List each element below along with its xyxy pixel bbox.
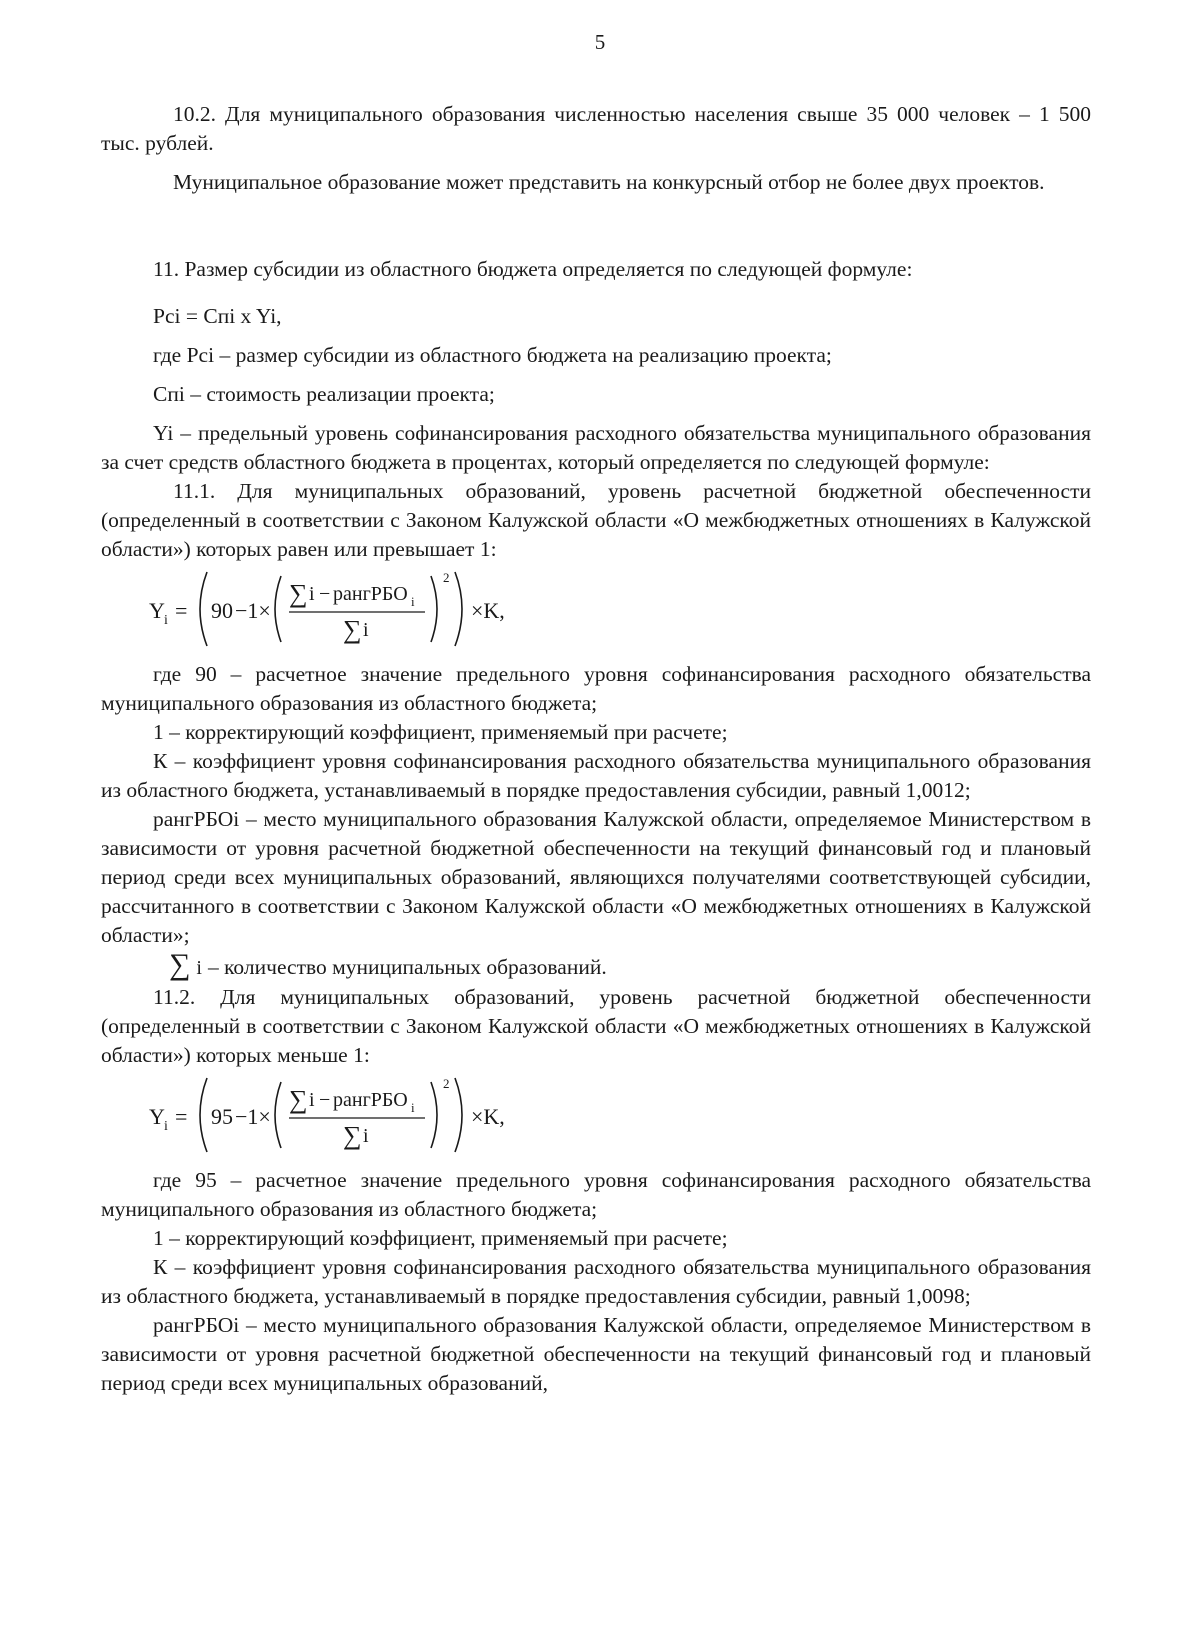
formula-base: 90 [211, 598, 233, 623]
sum-index: i [196, 957, 202, 979]
formula-base: 95 [211, 1104, 233, 1129]
formula-den-sigma: ∑ [343, 615, 362, 644]
page-number: 5 [594, 30, 606, 54]
left-outer-paren [200, 1078, 207, 1152]
definition-coef-1-b: 1 – корректирующий коэффициент, применяемый при расчете; [153, 1226, 728, 1250]
formula-tail: ×K, [471, 598, 505, 623]
definition-coef-1-a: 1 – корректирующий коэффициент, применяемый при расчете; [153, 720, 728, 744]
paragraph-11-2: 11.2. Для муниципальных образований, уровень расчетной бюджетной обеспеченности (определенный в соответствии с Законом Калужской области «О межбюджетных отношениях в Калужской области») которых меньше 1: [101, 985, 1091, 1067]
document-body [101, 100, 1091, 1398]
formula-lhs: Y [149, 598, 165, 623]
sum-definition [101, 950, 1091, 983]
formula-minus-one: −1× [235, 1104, 271, 1129]
left-inner-paren [275, 576, 281, 642]
definition-rci: где Рсi – размер субсидии из областного бюджета на реализацию проекта; [153, 343, 832, 367]
paragraph-project-limit: Муниципальное образование может представить на конкурсный отбор не более двух проектов. [173, 170, 1045, 194]
formula-minus-one: −1× [235, 598, 271, 623]
formula-num-sigma: ∑ [289, 579, 308, 608]
right-outer-paren [455, 572, 462, 646]
formula-num-i: i [309, 1089, 315, 1111]
definition-95: где 95 – расчетное значение предельного уровня софинансирования расходного обязательства муниципального образования из областного бюджета; [101, 1168, 1091, 1221]
formula-11-1 [101, 568, 1091, 650]
definition-k-a: К – коэффициент уровня софинансирования расходного обязательства муниципального образования из областного бюджета, устанавливаемый в порядке предоставления субсидии, равный 1,0012; [101, 749, 1091, 802]
formula-11-2-graphic [149, 1074, 669, 1156]
right-outer-paren [455, 1078, 462, 1152]
sum-definition-text: – количество муниципальных образований. [207, 955, 607, 979]
formula-power: 2 [443, 570, 450, 585]
right-inner-paren [431, 576, 437, 642]
formula-num-minus: − [319, 1089, 331, 1111]
formula-power: 2 [443, 1076, 450, 1091]
formula-lhs: Y [149, 1104, 165, 1129]
formula-rank-sub: i [411, 1100, 415, 1115]
formula-eq: = [175, 598, 188, 623]
formula-lhs-sub: i [164, 613, 168, 628]
sum-symbol: ∑ [169, 948, 191, 981]
paragraph-11: 11. Размер субсидии из областного бюджета определяется по следующей формуле: [153, 257, 913, 281]
formula-rank-sub: i [411, 594, 415, 609]
definition-rank-a: рангРБОi – место муниципального образования Калужской области, определяемое Министерством в зависимости от уровня расчетной бюджетной обеспеченности на текущий финансовый год и плановый период среди всех муниципальных образований, являющихся получателями соответствующей субсидии, рассчитанного в соответствии с Законом Калужской области «О межбюджетных отношениях в Калужской области»; [101, 807, 1091, 947]
formula-num-sigma: ∑ [289, 1085, 308, 1114]
formula-rank: рангРБО [333, 583, 408, 605]
formula-rank: рангРБО [333, 1089, 408, 1111]
formula-tail: ×K, [471, 1104, 505, 1129]
formula-11-2 [101, 1074, 1091, 1156]
definition-yi: Yi – предельный уровень софинансирования расходного обязательства муниципального образования за счет средств областного бюджета в процентах, который определяется по следующей формуле: [101, 421, 1091, 474]
formula-lhs-sub: i [164, 1119, 168, 1134]
formula-11-1-graphic [149, 568, 669, 650]
definition-k-b: К – коэффициент уровня софинансирования расходного обязательства муниципального образования из областного бюджета, устанавливаемый в порядке предоставления субсидии, равный 1,0098; [101, 1255, 1091, 1308]
paragraph-11-1: 11.1. Для муниципальных образований, уровень расчетной бюджетной обеспеченности (определенный в соответствии с Законом Калужской области «О межбюджетных отношениях в Калужской области») которых равен или превышает 1: [101, 479, 1091, 561]
formula-num-i: i [309, 583, 315, 605]
formula-eq: = [175, 1104, 188, 1129]
formula-den-i: i [363, 1125, 369, 1147]
formula-main: Рсi = Спi x Yi, [153, 304, 282, 328]
definition-cpi: Спi – стоимость реализации проекта; [153, 382, 495, 406]
formula-num-minus: − [319, 583, 331, 605]
paragraph-10-2: 10.2. Для муниципального образования численностью населения свыше 35 000 человек – 1 500 тыс. рублей. [101, 102, 1091, 155]
left-inner-paren [275, 1082, 281, 1148]
formula-den-i: i [363, 619, 369, 641]
formula-den-sigma: ∑ [343, 1121, 362, 1150]
right-inner-paren [431, 1082, 437, 1148]
left-outer-paren [200, 572, 207, 646]
definition-rank-b: рангРБОi – место муниципального образования Калужской области, определяемое Министерством в зависимости от уровня расчетной бюджетной обеспеченности на текущий финансовый год и плановый период среди всех муниципальных образований, [101, 1313, 1091, 1395]
definition-90: где 90 – расчетное значение предельного уровня софинансирования расходного обязательства муниципального образования из областного бюджета; [101, 662, 1091, 715]
